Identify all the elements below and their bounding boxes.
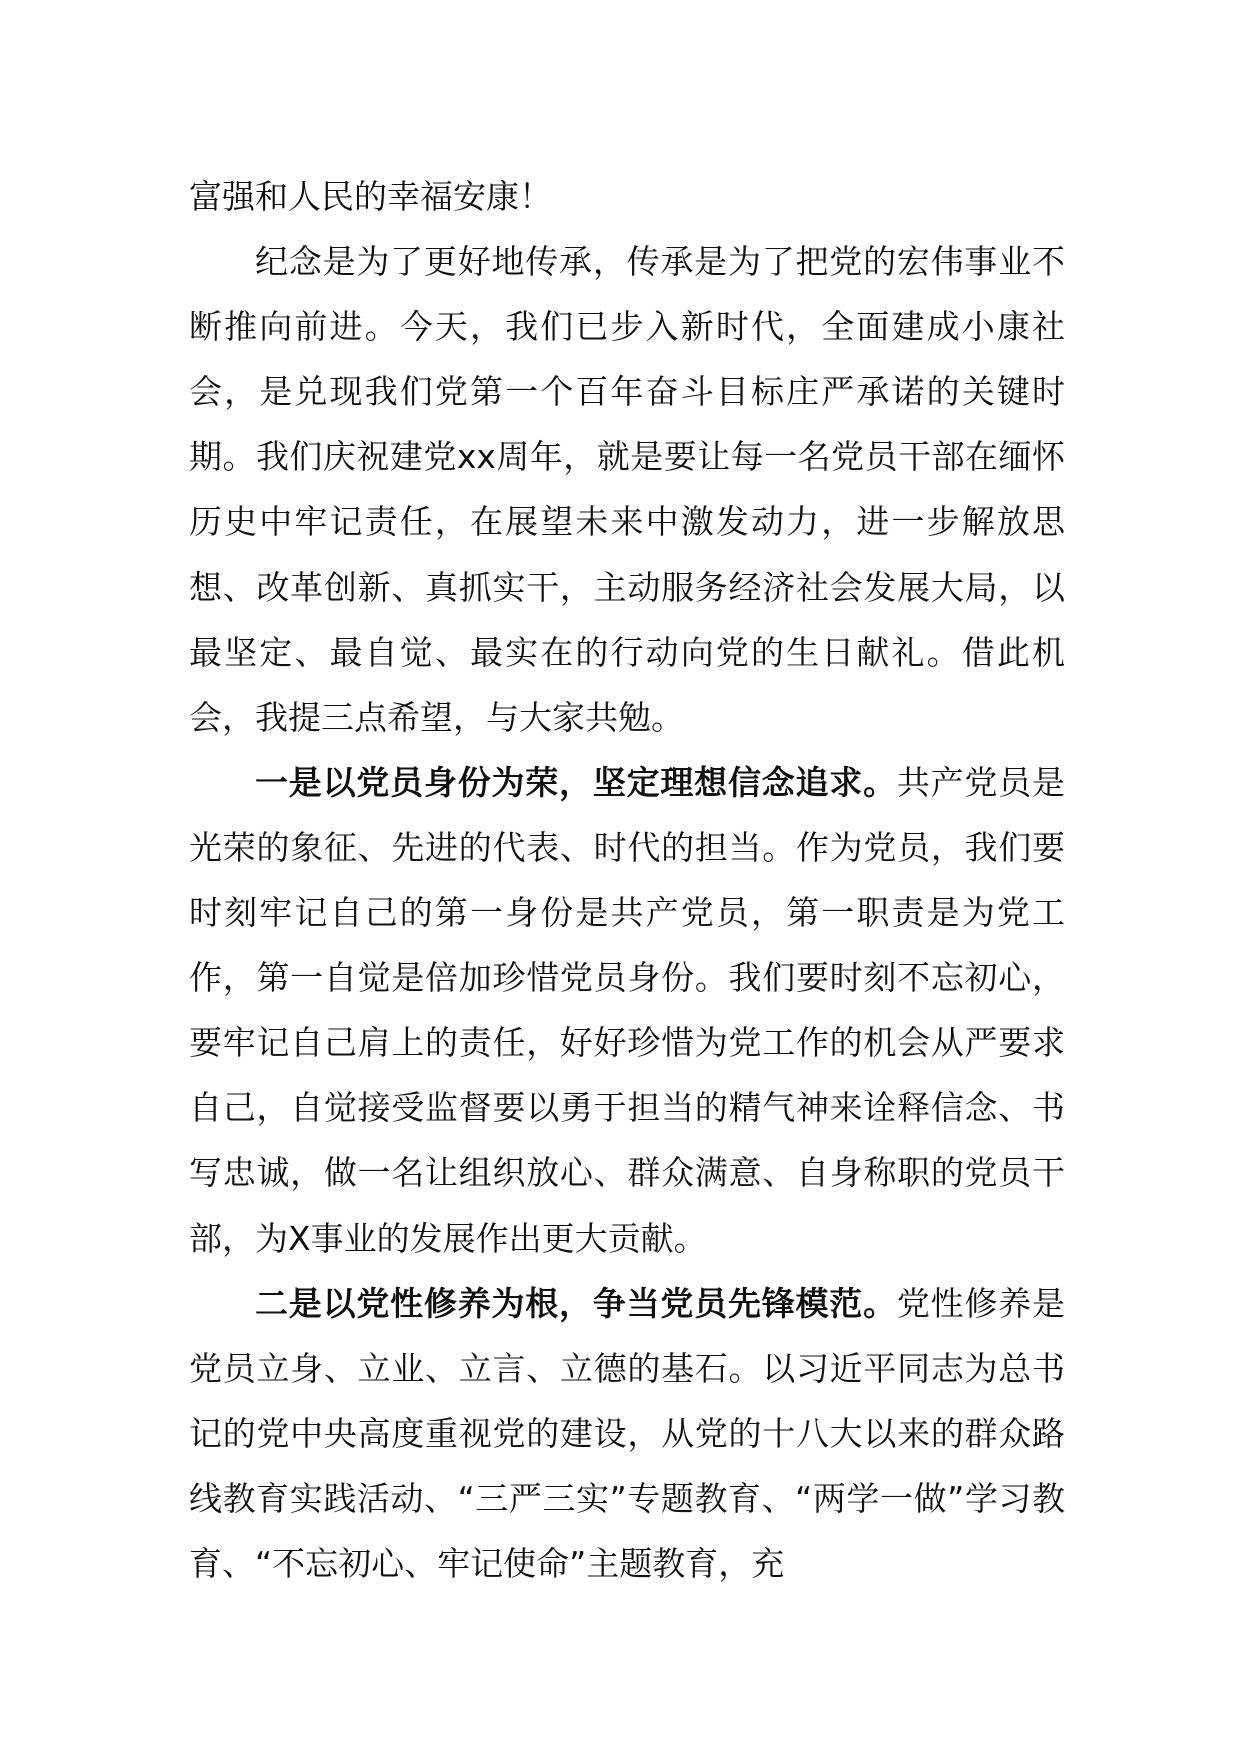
paragraph-point-two <box>189 1271 1065 1596</box>
paragraph-text: 富强和人民的幸福安康！ <box>189 177 552 216</box>
paragraph-commemoration <box>189 229 1065 750</box>
paragraph-lead: 二是以党性修养为根，争当党员先锋模范。 <box>255 1283 897 1323</box>
paragraph-text: 党性修养是党员立身、立业、立言、立德的基石。以习近平同志为总书记的党中央高度重视党的建设，从党的十八大以来的群众路线教育实践活动、“三严三实”专题教育、“两学一做”学习教育、“不忘初心、牢记使命”主题教育，充 <box>189 1283 1066 1583</box>
paragraph-continuation <box>189 164 1065 229</box>
paragraph-lead: 一是以党员身份为荣，坚定理想信念追求。 <box>255 762 897 802</box>
paragraph-text: 纪念是为了更好地传承，传承是为了把党的宏伟事业不断推向前进。今天，我们已步入新时代，全面建成小康社会，是兑现我们党第一个百年奋斗目标庄严承诺的关键时期。我们庆祝建党xx周年，就是要让每一名党员干部在缅怀历史中牢记责任，在展望未来中激发动力，进一步解放思想、改革创新、真抓实干，主动服务经济社会发展大局，以最坚定、最自觉、最实在的行动向党的生日献礼。借此机会，我提三点希望，与大家共勉。 <box>189 242 1065 737</box>
document-body <box>189 164 1065 1596</box>
paragraph-text: 共产党员是光荣的象征、先进的代表、时代的担当。作为党员，我们要时刻牢记自己的第一身份是共产党员，第一职责是为党工作，第一自觉是倍加珍惜党员身份。我们要时刻不忘初心，要牢记自己肩上的责任，好好珍惜为党工作的机会从严要求自己，自觉接受监督要以勇于担当的精气神来诠释信念、书写忠诚，做一名让组织放心、群众满意、自身称职的党员干部，为X事业的发展作出更大贡献。 <box>189 762 1066 1258</box>
paragraph-point-one <box>189 750 1065 1271</box>
